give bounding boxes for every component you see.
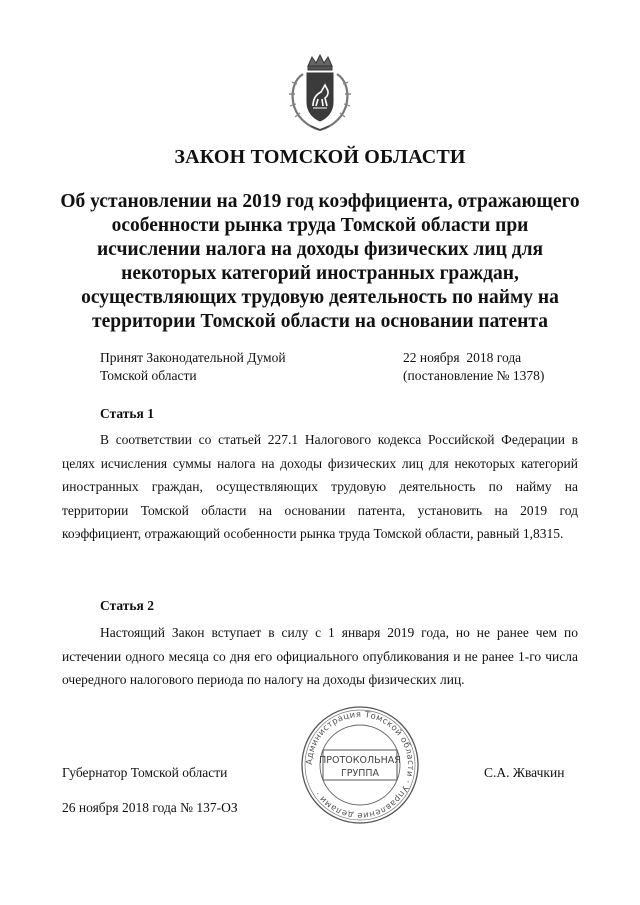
tomsk-coat-of-arms-icon [283, 52, 357, 132]
adopted-by-line: Томской области [100, 368, 197, 383]
article-1-text: В соответствии со статьей 227.1 Налогового кодекса Российской Федерации в целях исчисления суммы налога на доходы физических лиц для некоторых категорий иностранных граждан, осуществляющих трудовую деятельность по найму на территории Томской области на основании патента, установить на 2019 год коэффициент, отражающий особенности рынка труда Томской области, равный 1,8315. [62, 432, 578, 541]
adoption-date-block [403, 349, 544, 385]
governor-name: С.А. Жвачкин [484, 765, 565, 780]
law-date-number: 26 ноября 2018 года № 137-ОЗ [62, 800, 238, 815]
svg-text:ПРОТОКОЛЬНАЯ: ПРОТОКОЛЬНАЯ [319, 755, 401, 766]
adopted-by-block [100, 349, 286, 385]
subtitle-line: некоторых категорий иностранных граждан, [121, 263, 519, 284]
svg-text:Администрация Томской области: Администрация Томской области · Управление делами · [304, 709, 416, 821]
law-title: ЗАКОН ТОМСКОЙ ОБЛАСТИ [174, 146, 466, 168]
article-1-heading: Статья 1 [100, 406, 154, 421]
subtitle-line: территории Томской области на основании патента [92, 311, 548, 332]
adopted-by-line: Принят Законодательной Думой [100, 350, 286, 365]
svg-text:ГРУППА: ГРУППА [340, 768, 380, 779]
subtitle-line: Об установлении на 2019 год коэффициента, отражающего [60, 191, 580, 212]
adoption-date: 22 ноября 2018 года [403, 350, 522, 365]
governor-title: Губернатор Томской области [62, 765, 228, 780]
law-subtitle [52, 190, 588, 334]
resolution-number: (постановление № 1378) [403, 368, 545, 383]
article-2-text: Настоящий Закон вступает в силу с 1 января 2019 года, но не ранее чем по истечении одного месяца со дня его официального опубликования и не ранее 1-го числа очередного налогового периода по налогу на доходы физических лиц. [62, 625, 578, 687]
official-seal-icon [299, 705, 421, 825]
subtitle-line: осуществляющих трудовую деятельность по найму на [81, 287, 559, 308]
article-2-heading: Статья 2 [100, 598, 154, 613]
subtitle-line: исчислении налога на доходы физических лиц для [96, 239, 544, 260]
subtitle-line: особенности рынка труда Томской области при [111, 215, 529, 236]
